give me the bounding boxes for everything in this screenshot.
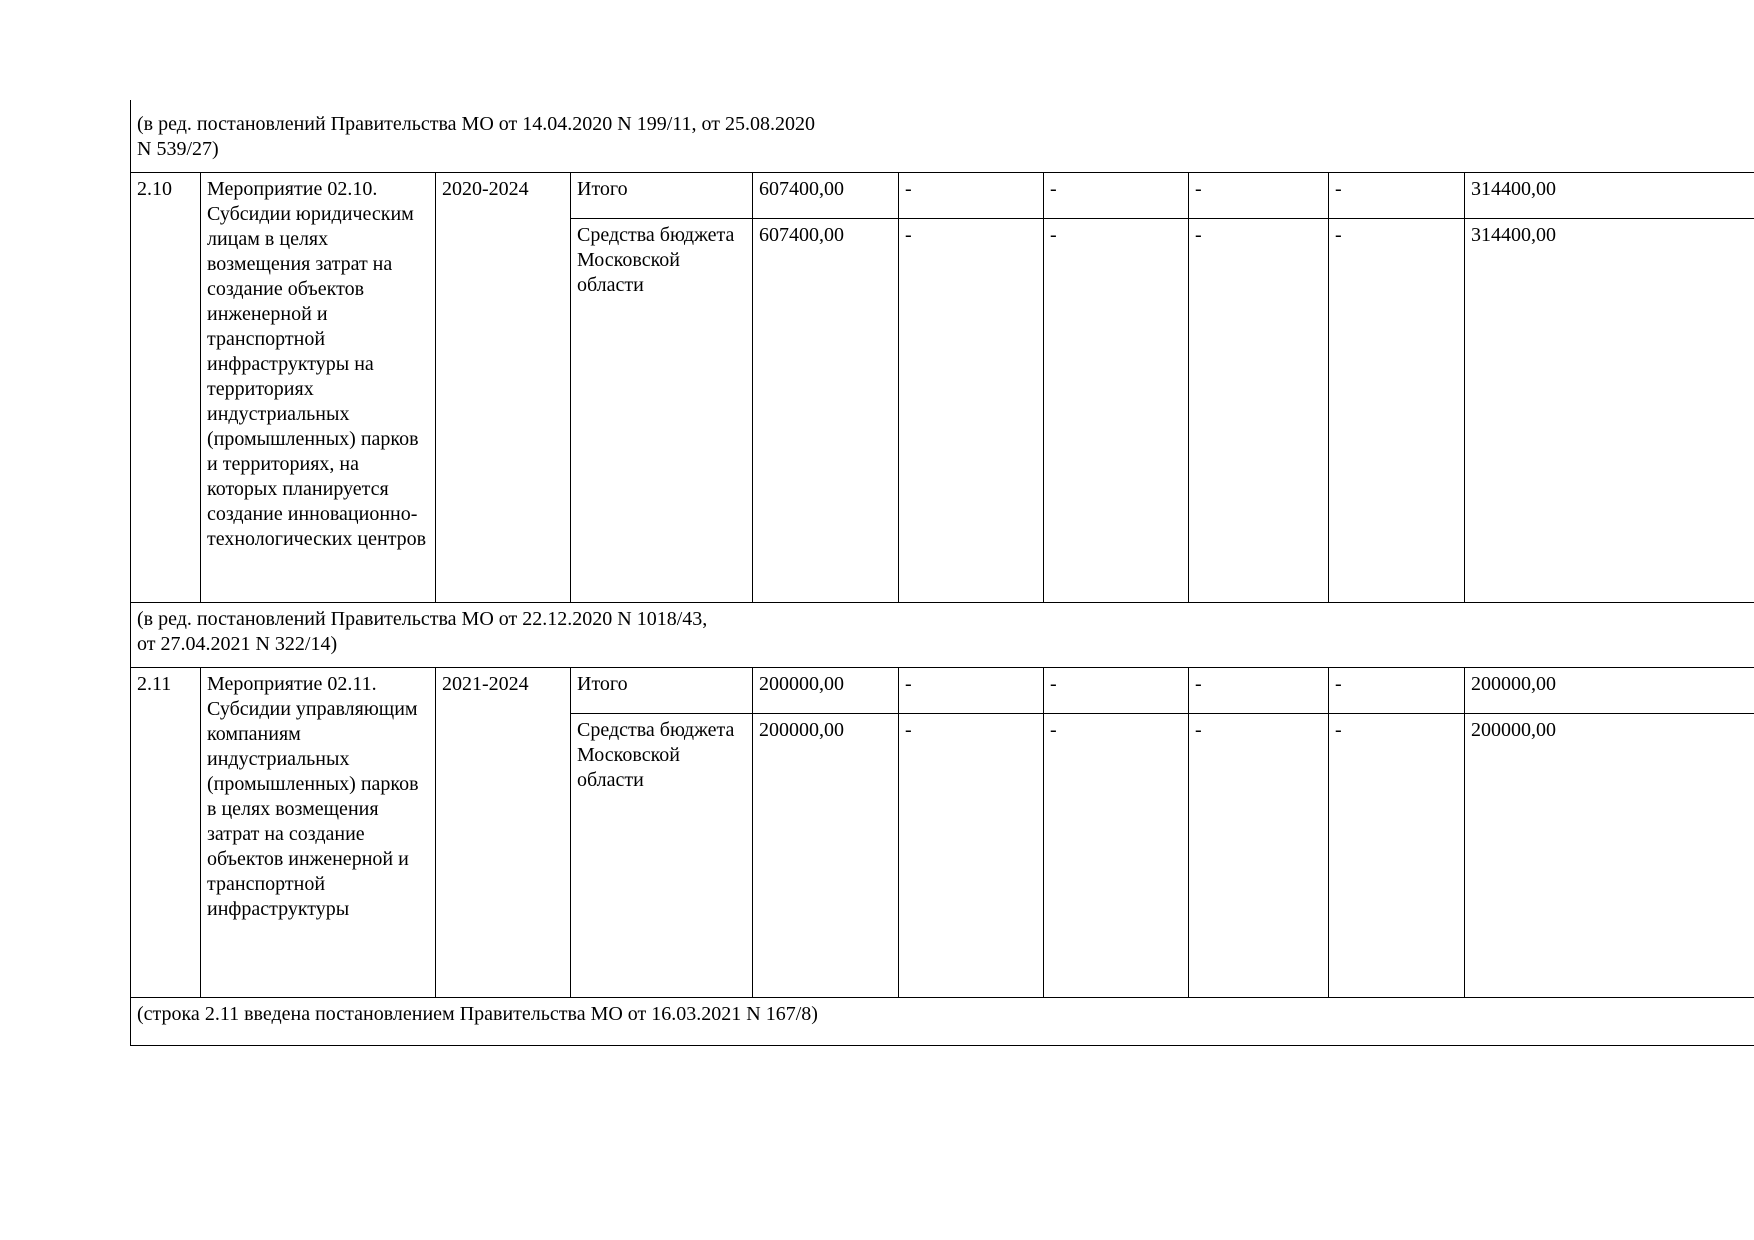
- funding-source-budget-label: Средства бюджета Московской области: [571, 714, 753, 998]
- dash-cell: -: [1189, 668, 1329, 714]
- measure-table-2-10: [130, 172, 1754, 603]
- amendment-note-mid: [131, 607, 1754, 657]
- measure-years: 2020-2024: [436, 173, 571, 603]
- amendment-note-mid-line1: (в ред. постановлений Правительства МО от 22.12.2020 N 1018/43,: [137, 608, 708, 630]
- funding-source-total-label: Итого: [571, 668, 753, 714]
- document-content: [130, 100, 1754, 1046]
- amount-cell: 607400,00: [753, 219, 899, 603]
- amount-cell: 314400,00: [1465, 219, 1754, 603]
- dash-cell: -: [1329, 668, 1465, 714]
- dash-cell: -: [899, 173, 1044, 219]
- dash-cell: -: [1329, 219, 1465, 603]
- amendment-note-top: [131, 112, 1754, 162]
- amendment-note-bottom: [131, 1002, 1754, 1027]
- dash-cell: -: [1189, 173, 1329, 219]
- dash-cell: -: [899, 714, 1044, 998]
- measure-title: Мероприятие 02.11. Субсидии управляющим компаниям индустриальных (промышленных) парков в целях возмещения затрат на создание объектов инженерной и транспортной инфраструктуры: [201, 668, 436, 998]
- dash-cell: -: [1329, 714, 1465, 998]
- funding-source-budget-label: Средства бюджета Московской области: [571, 219, 753, 603]
- amendment-note-top-line1: (в ред. постановлений Правительства МО от 14.04.2020 N 199/11, от 25.08.2020: [137, 113, 815, 135]
- dash-cell: -: [1044, 219, 1189, 603]
- amendment-note-top-line2: N 539/27): [137, 138, 219, 160]
- dash-cell: -: [1044, 668, 1189, 714]
- dash-cell: -: [1329, 173, 1465, 219]
- measure-number: 2.11: [131, 668, 201, 998]
- amount-cell: 200000,00: [753, 714, 899, 998]
- amendment-note-mid-line2: от 27.04.2021 N 322/14): [137, 633, 338, 655]
- dash-cell: -: [1189, 219, 1329, 603]
- dash-cell: -: [1044, 173, 1189, 219]
- measure-table-2-11: [130, 667, 1754, 998]
- amendment-note-bottom-line1: (строка 2.11 введена постановлением Правительства МО от 16.03.2021 N 167/8): [137, 1003, 818, 1025]
- amount-cell: 200000,00: [753, 668, 899, 714]
- amount-cell: 200000,00: [1465, 668, 1754, 714]
- amount-cell: 200000,00: [1465, 714, 1754, 998]
- amount-cell: 607400,00: [753, 173, 899, 219]
- dash-cell: -: [1189, 714, 1329, 998]
- dash-cell: -: [899, 219, 1044, 603]
- funding-source-total-label: Итого: [571, 173, 753, 219]
- measure-years: 2021-2024: [436, 668, 571, 998]
- dash-cell: -: [899, 668, 1044, 714]
- amount-cell: 314400,00: [1465, 173, 1754, 219]
- measure-number: 2.10: [131, 173, 201, 603]
- measure-title: Мероприятие 02.10. Субсидии юридическим лицам в целях возмещения затрат на создание объектов инженерной и транспортной инфраструктуры на территориях индустриальных (промышленных) парков и территориях, на которых планируется создание инновационно-технологических центров: [201, 173, 436, 603]
- dash-cell: -: [1044, 714, 1189, 998]
